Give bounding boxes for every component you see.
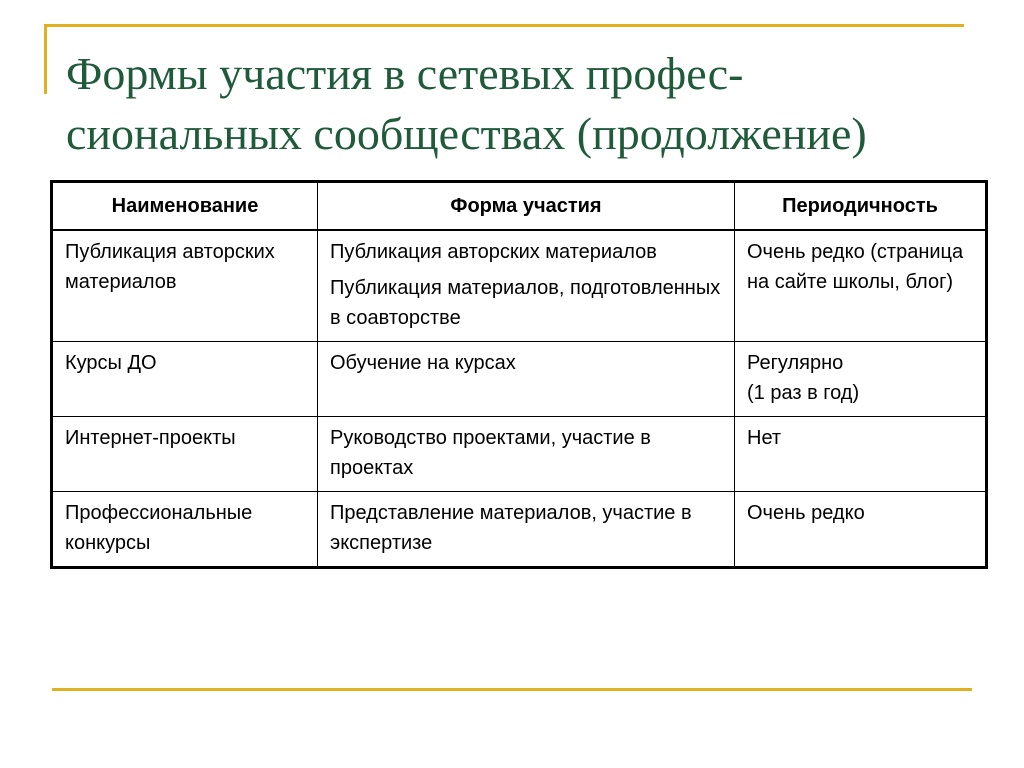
cell-form-line: Обучение на курсах	[330, 352, 516, 374]
cell-form	[318, 492, 735, 568]
cell-period	[735, 230, 987, 342]
cell-name: Курсы ДО	[52, 342, 318, 417]
cell-name: Интернет-проекты	[52, 417, 318, 492]
bottom-rule	[52, 688, 972, 691]
cell-period-line: Нет	[747, 427, 782, 449]
header-form: Форма участия	[318, 182, 735, 231]
title-line-1: Формы участия в сетевых профес-	[66, 48, 744, 99]
cell-form-line: Руководство проектами, участие в проектах	[330, 427, 651, 479]
title-line-2: сиональных сообществах (продолжение)	[66, 108, 867, 159]
cell-name: Публикация авторских материалов	[52, 230, 318, 342]
table-row	[52, 417, 987, 492]
cell-form	[318, 417, 735, 492]
header-period: Периодичность	[735, 182, 987, 231]
cell-form-line: Публикация материалов, подготовленных в соавторстве	[330, 277, 721, 329]
cell-period-line: Очень редко (страница на сайте школы, блог)	[747, 241, 964, 293]
header-name: Наименование	[52, 182, 318, 231]
table-row	[52, 230, 987, 342]
cell-period-line: Регулярно	[747, 352, 844, 374]
cell-period-line: Очень редко	[747, 502, 865, 524]
table-row	[52, 342, 987, 417]
table-row	[52, 492, 987, 568]
cell-period-line: (1 раз в год)	[747, 382, 860, 404]
cell-form-line: Представление материалов, участие в экспертизе	[330, 502, 692, 554]
participation-table	[50, 180, 988, 569]
cell-period	[735, 342, 987, 417]
cell-name: Профессиональные конкурсы	[52, 492, 318, 568]
cell-period	[735, 417, 987, 492]
cell-form	[318, 342, 735, 417]
cell-form-line: Публикация авторских материалов	[330, 241, 657, 263]
slide-title	[66, 44, 996, 164]
cell-period	[735, 492, 987, 568]
header-row	[52, 182, 987, 231]
cell-form	[318, 230, 735, 342]
top-rule	[44, 24, 964, 27]
left-rule	[44, 24, 47, 94]
